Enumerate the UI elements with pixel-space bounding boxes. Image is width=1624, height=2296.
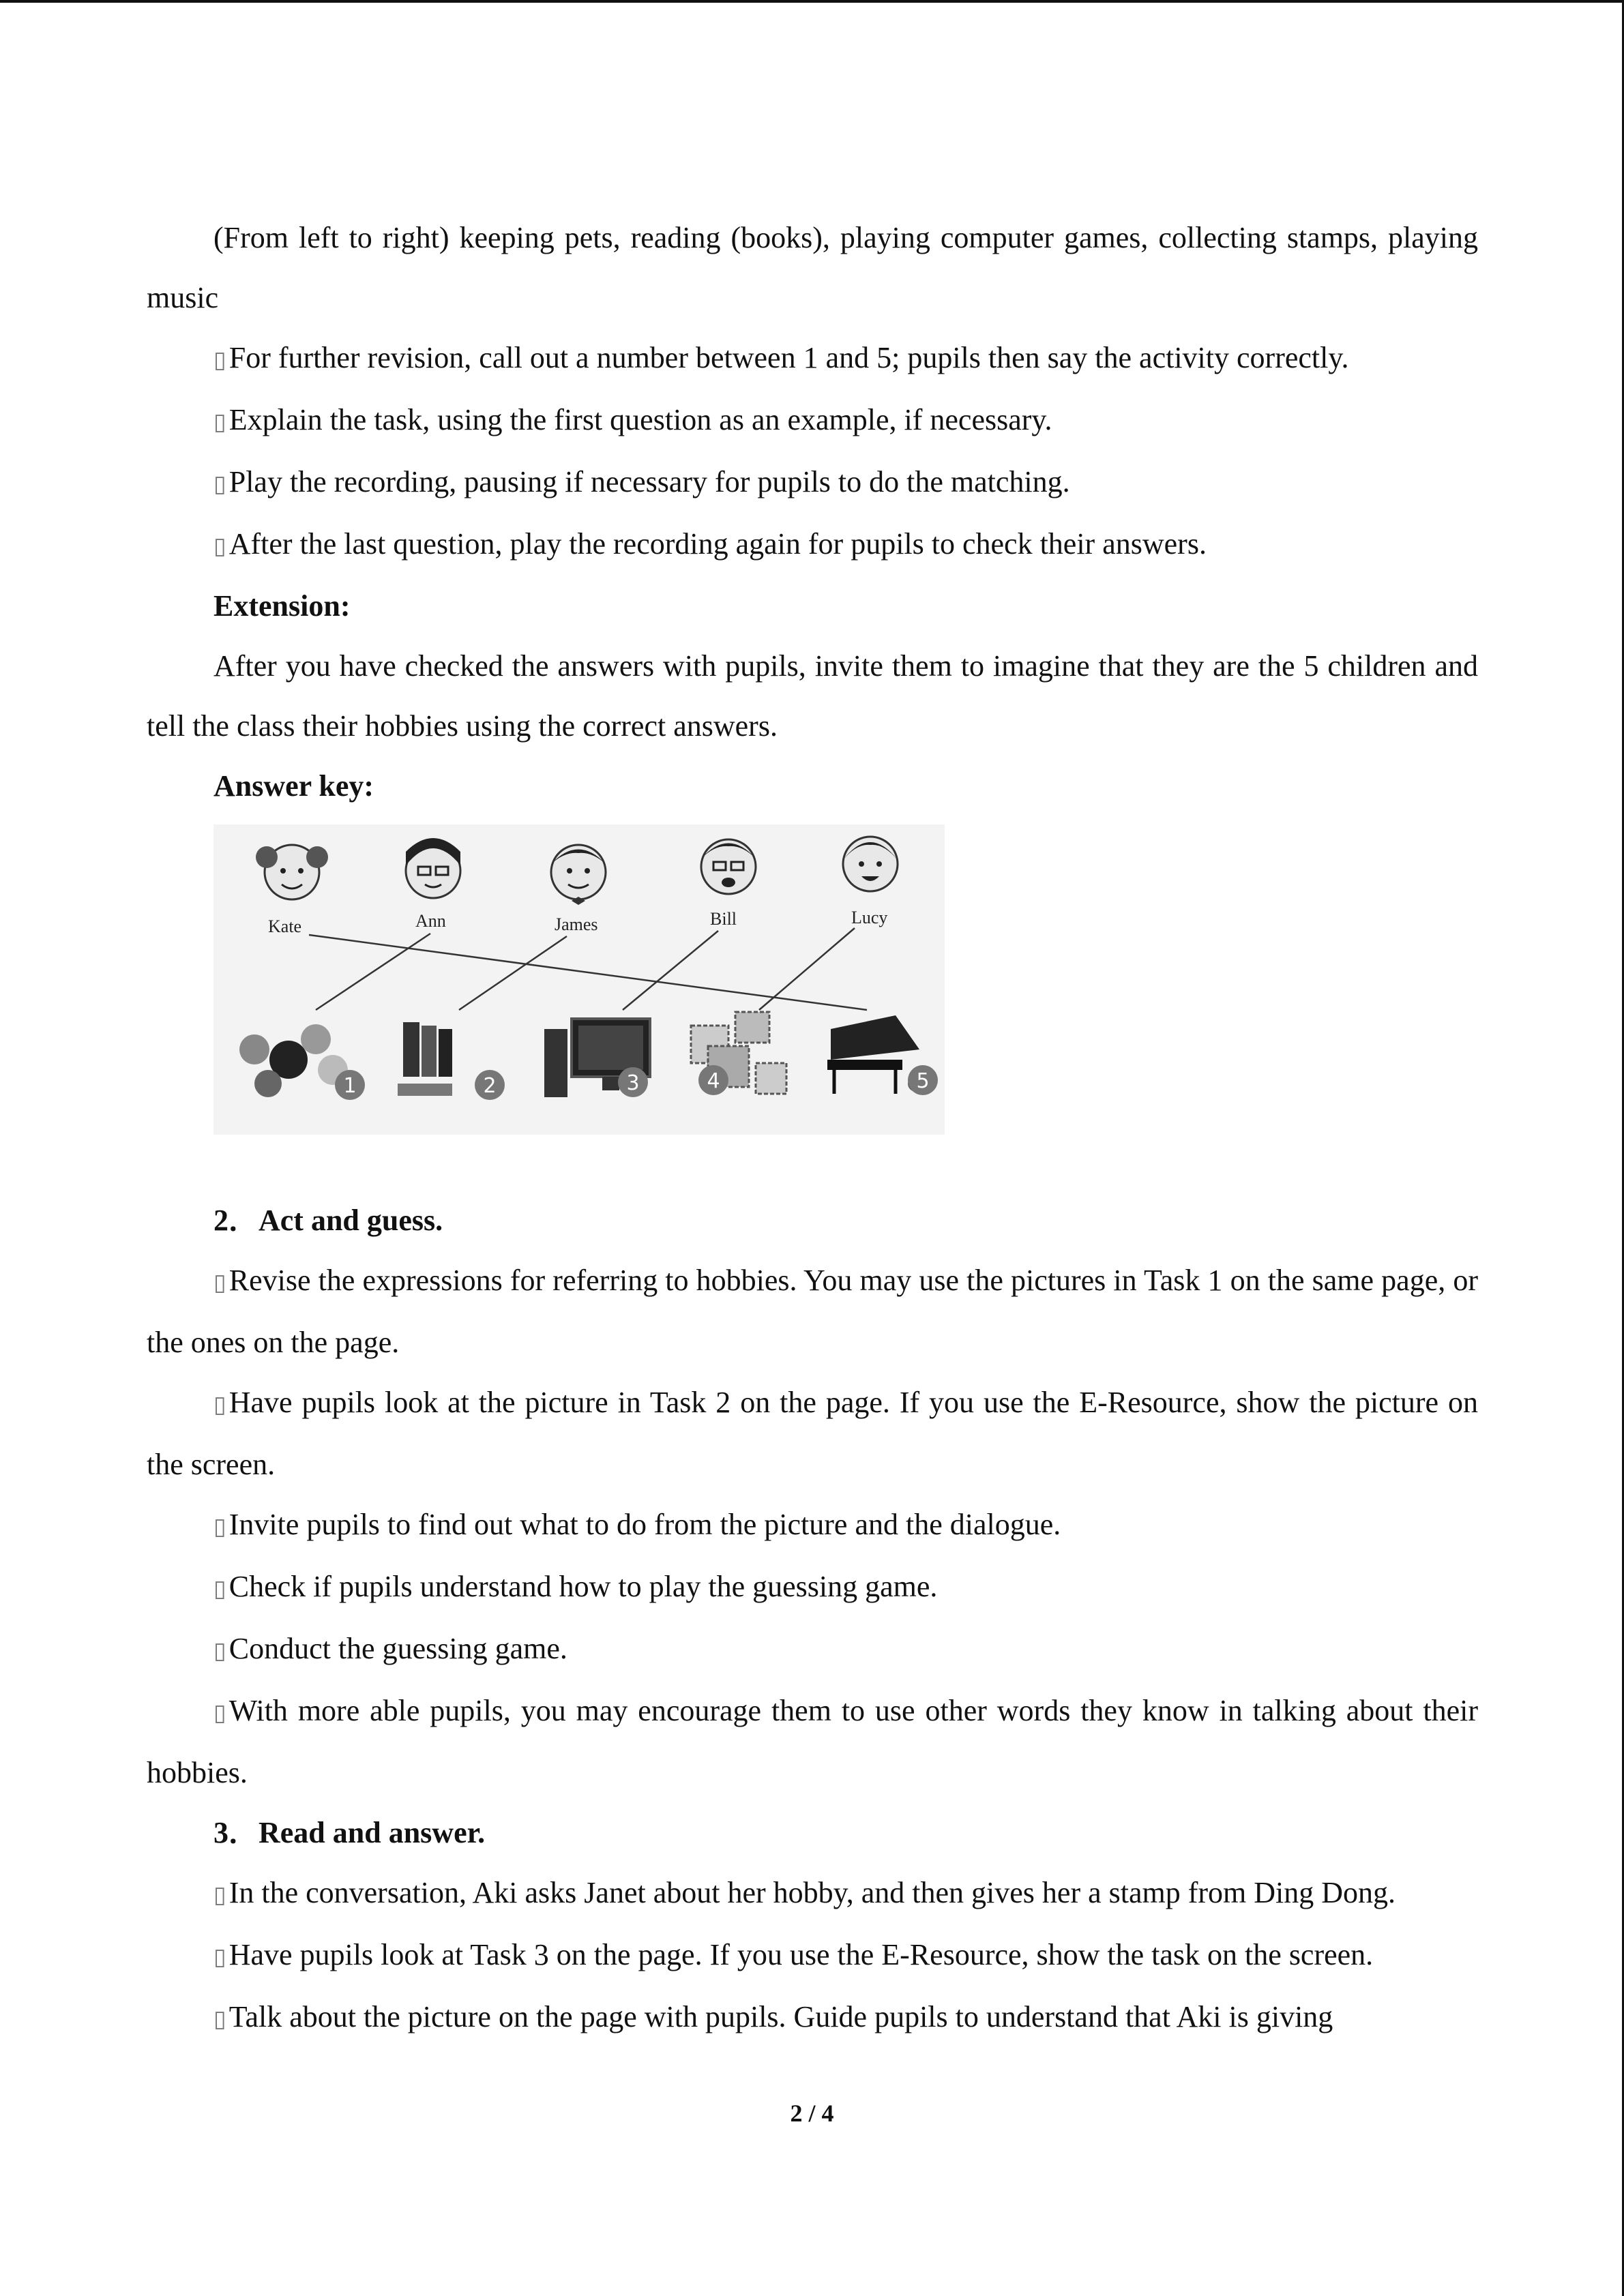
extension-heading: Extension: [213, 589, 351, 623]
page-top-border [0, 0, 1624, 3]
bill-face-icon [701, 839, 756, 894]
section3-bullet: ▯Have pupils look at Task 3 on the page. If you use the E-Resource, show the task on the screen. [147, 1925, 1478, 1987]
section2-bullet: ▯With more able pupils, you may encourage them to use other words they know in talking about their hobbies. [147, 1681, 1478, 1803]
answer-key-matching-figure [213, 824, 945, 1135]
name-label-bill: Bill [710, 909, 737, 929]
number-badge-4: 4 [707, 1069, 720, 1093]
section2-bullet: ▯Conduct the guessing game. [147, 1619, 1478, 1681]
bullet-icon: ▯ [213, 408, 226, 436]
bullet-icon: ▯ [213, 1513, 226, 1540]
section2-bullet: ▯Invite pupils to find out what to do from the picture and the dialogue. [147, 1495, 1478, 1557]
bullet-icon: ▯ [213, 1575, 226, 1602]
number-badge-3: 3 [626, 1071, 640, 1095]
bullet-icon: ▯ [213, 1881, 226, 1909]
section2-bullet: ▯Revise the expressions for referring to hobbies. You may use the pictures in Task 1 on the same page, or the ones on the page. [147, 1251, 1478, 1373]
bullet-icon: ▯ [213, 1699, 226, 1727]
bullet-icon: ▯ [213, 533, 226, 560]
bullet-icon: ▯ [213, 2006, 226, 2033]
name-label-james: James [555, 914, 598, 934]
section3-bullet: ▯In the conversation, Aki asks Janet about her hobby, and then gives her a stamp from Ding Dong. [147, 1863, 1478, 1925]
section3-bullet: ▯Talk about the picture on the page with pupils. Guide pupils to understand that Aki is giving [147, 1987, 1478, 2049]
name-label-ann: Ann [415, 911, 446, 931]
books-picture [398, 1022, 452, 1096]
section2-bullet: ▯Have pupils look at the picture in Task 2 on the page. If you use the E-Resource, show the picture on the screen. [147, 1373, 1478, 1495]
lucy-face-icon [843, 837, 898, 891]
page-number: 2 / 4 [790, 2100, 834, 2127]
ann-face-icon [406, 838, 460, 898]
section2-bullet: ▯Check if pupils understand how to play the guessing game. [147, 1557, 1478, 1619]
section-3-heading: 3．Read and answer. [213, 1816, 486, 1849]
name-label-kate: Kate [268, 916, 302, 936]
number-badge-5: 5 [916, 1069, 930, 1093]
number-badge-2: 2 [483, 1074, 497, 1098]
task1-bullet: ▯For further revision, call out a number between 1 and 5; pupils then say the activity correctly. [147, 328, 1478, 390]
bullet-icon: ▯ [213, 471, 226, 498]
intro-paragraph: (From left to right) keeping pets, reading (books), playing computer games, collecting stamps, playing music [147, 221, 1478, 314]
extension-text: After you have checked the answers with pupils, invite them to imagine that they are the 5 children and tell the class their hobbies using the correct answers. [147, 649, 1478, 743]
name-label-lucy: Lucy [851, 908, 888, 927]
number-badge-1: 1 [343, 1074, 357, 1098]
bullet-icon: ▯ [213, 1637, 226, 1665]
task1-bullet: ▯Explain the task, using the first question as an example, if necessary. [147, 390, 1478, 452]
answer-key-heading: Answer key: [213, 769, 374, 803]
bullet-icon: ▯ [213, 346, 226, 374]
bullet-icon: ▯ [213, 1269, 226, 1296]
section-2-heading: 2．Act and guess. [213, 1204, 443, 1237]
document-body [147, 208, 1478, 2049]
bullet-icon: ▯ [213, 1943, 226, 1971]
task1-bullet: ▯After the last question, play the recording again for pupils to check their answers. [147, 514, 1478, 576]
task1-bullet: ▯Play the recording, pausing if necessary for pupils to do the matching. [147, 452, 1478, 514]
bullet-icon: ▯ [213, 1391, 226, 1418]
